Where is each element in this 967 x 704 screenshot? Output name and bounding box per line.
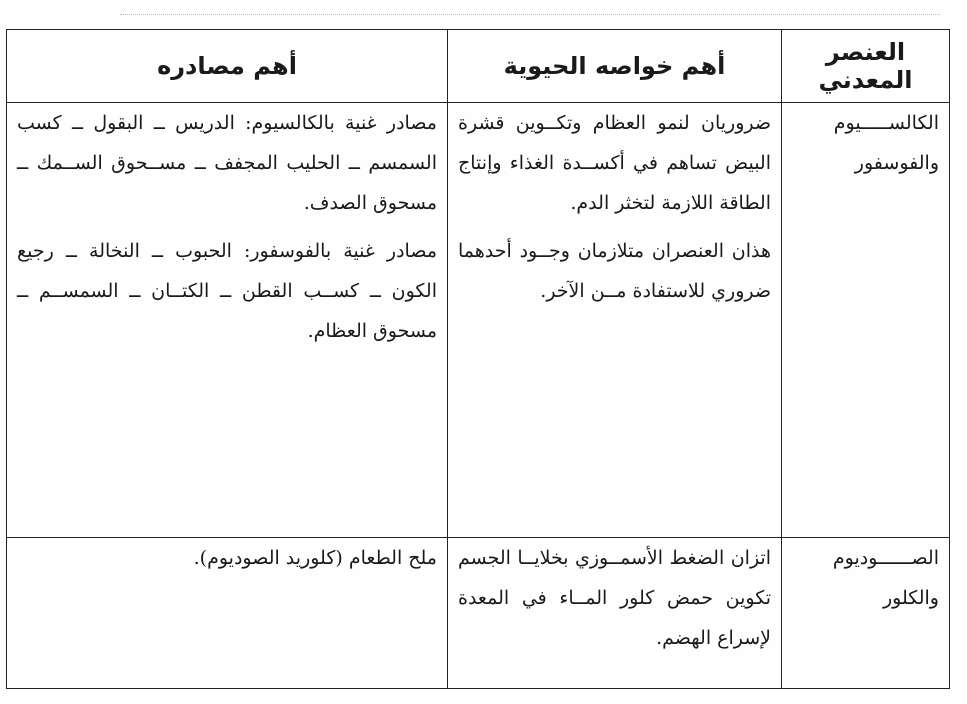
header-sources: أهم مصادره — [7, 30, 448, 103]
element-name: والفوسفور — [854, 152, 939, 174]
property-paragraph: ضروريان لنمو العظام وتكــوين قشرة البيض تساهم في أكســدة الغذاء وإنتاج الطاقة اللازمة لتخثر الدم. — [458, 112, 771, 214]
cell-properties — [448, 103, 782, 538]
header-properties: أهم خواصه الحيوية — [448, 30, 782, 103]
header-element: العنصر المعدني — [782, 30, 950, 103]
source-paragraph: مصادر غنية بالفوسفور: الحبوب ــ النخالة ــ رجيع الكون ــ كســب القطن ــ الكتــان ــ السمســم ــ مسحوق العظام. — [17, 240, 437, 342]
cell-element — [782, 538, 950, 689]
table-header-row — [7, 30, 950, 103]
table-row — [7, 538, 950, 689]
cell-sources — [7, 103, 448, 538]
element-name: والكلور — [882, 587, 939, 609]
minerals-table — [6, 29, 950, 689]
property-paragraph: هذان العنصران متلازمان وجــود أحدهما ضروري للاستفادة مــن الآخر. — [458, 240, 771, 302]
cell-element — [782, 103, 950, 538]
top-divider — [120, 14, 940, 15]
table-row — [7, 103, 950, 538]
source-paragraph: مصادر غنية بالكالسيوم: الدريس ــ البقول ــ كسب السمسم ــ الحليب المجفف ــ مســحوق الســمك ــ مسحوق الصدف. — [17, 112, 437, 214]
property-paragraph: اتزان الضغط الأسمــوزي بخلايــا الجسم تكوين حمض كلور المــاء في المعدة لإسراع الهضم. — [458, 547, 771, 649]
cell-properties — [448, 538, 782, 689]
element-name: الصــــــوديوم — [832, 547, 939, 569]
element-name: الكالســـــيوم — [833, 112, 939, 134]
cell-sources — [7, 538, 448, 689]
source-paragraph: ملح الطعام (كلوريد الصوديوم). — [193, 547, 437, 569]
